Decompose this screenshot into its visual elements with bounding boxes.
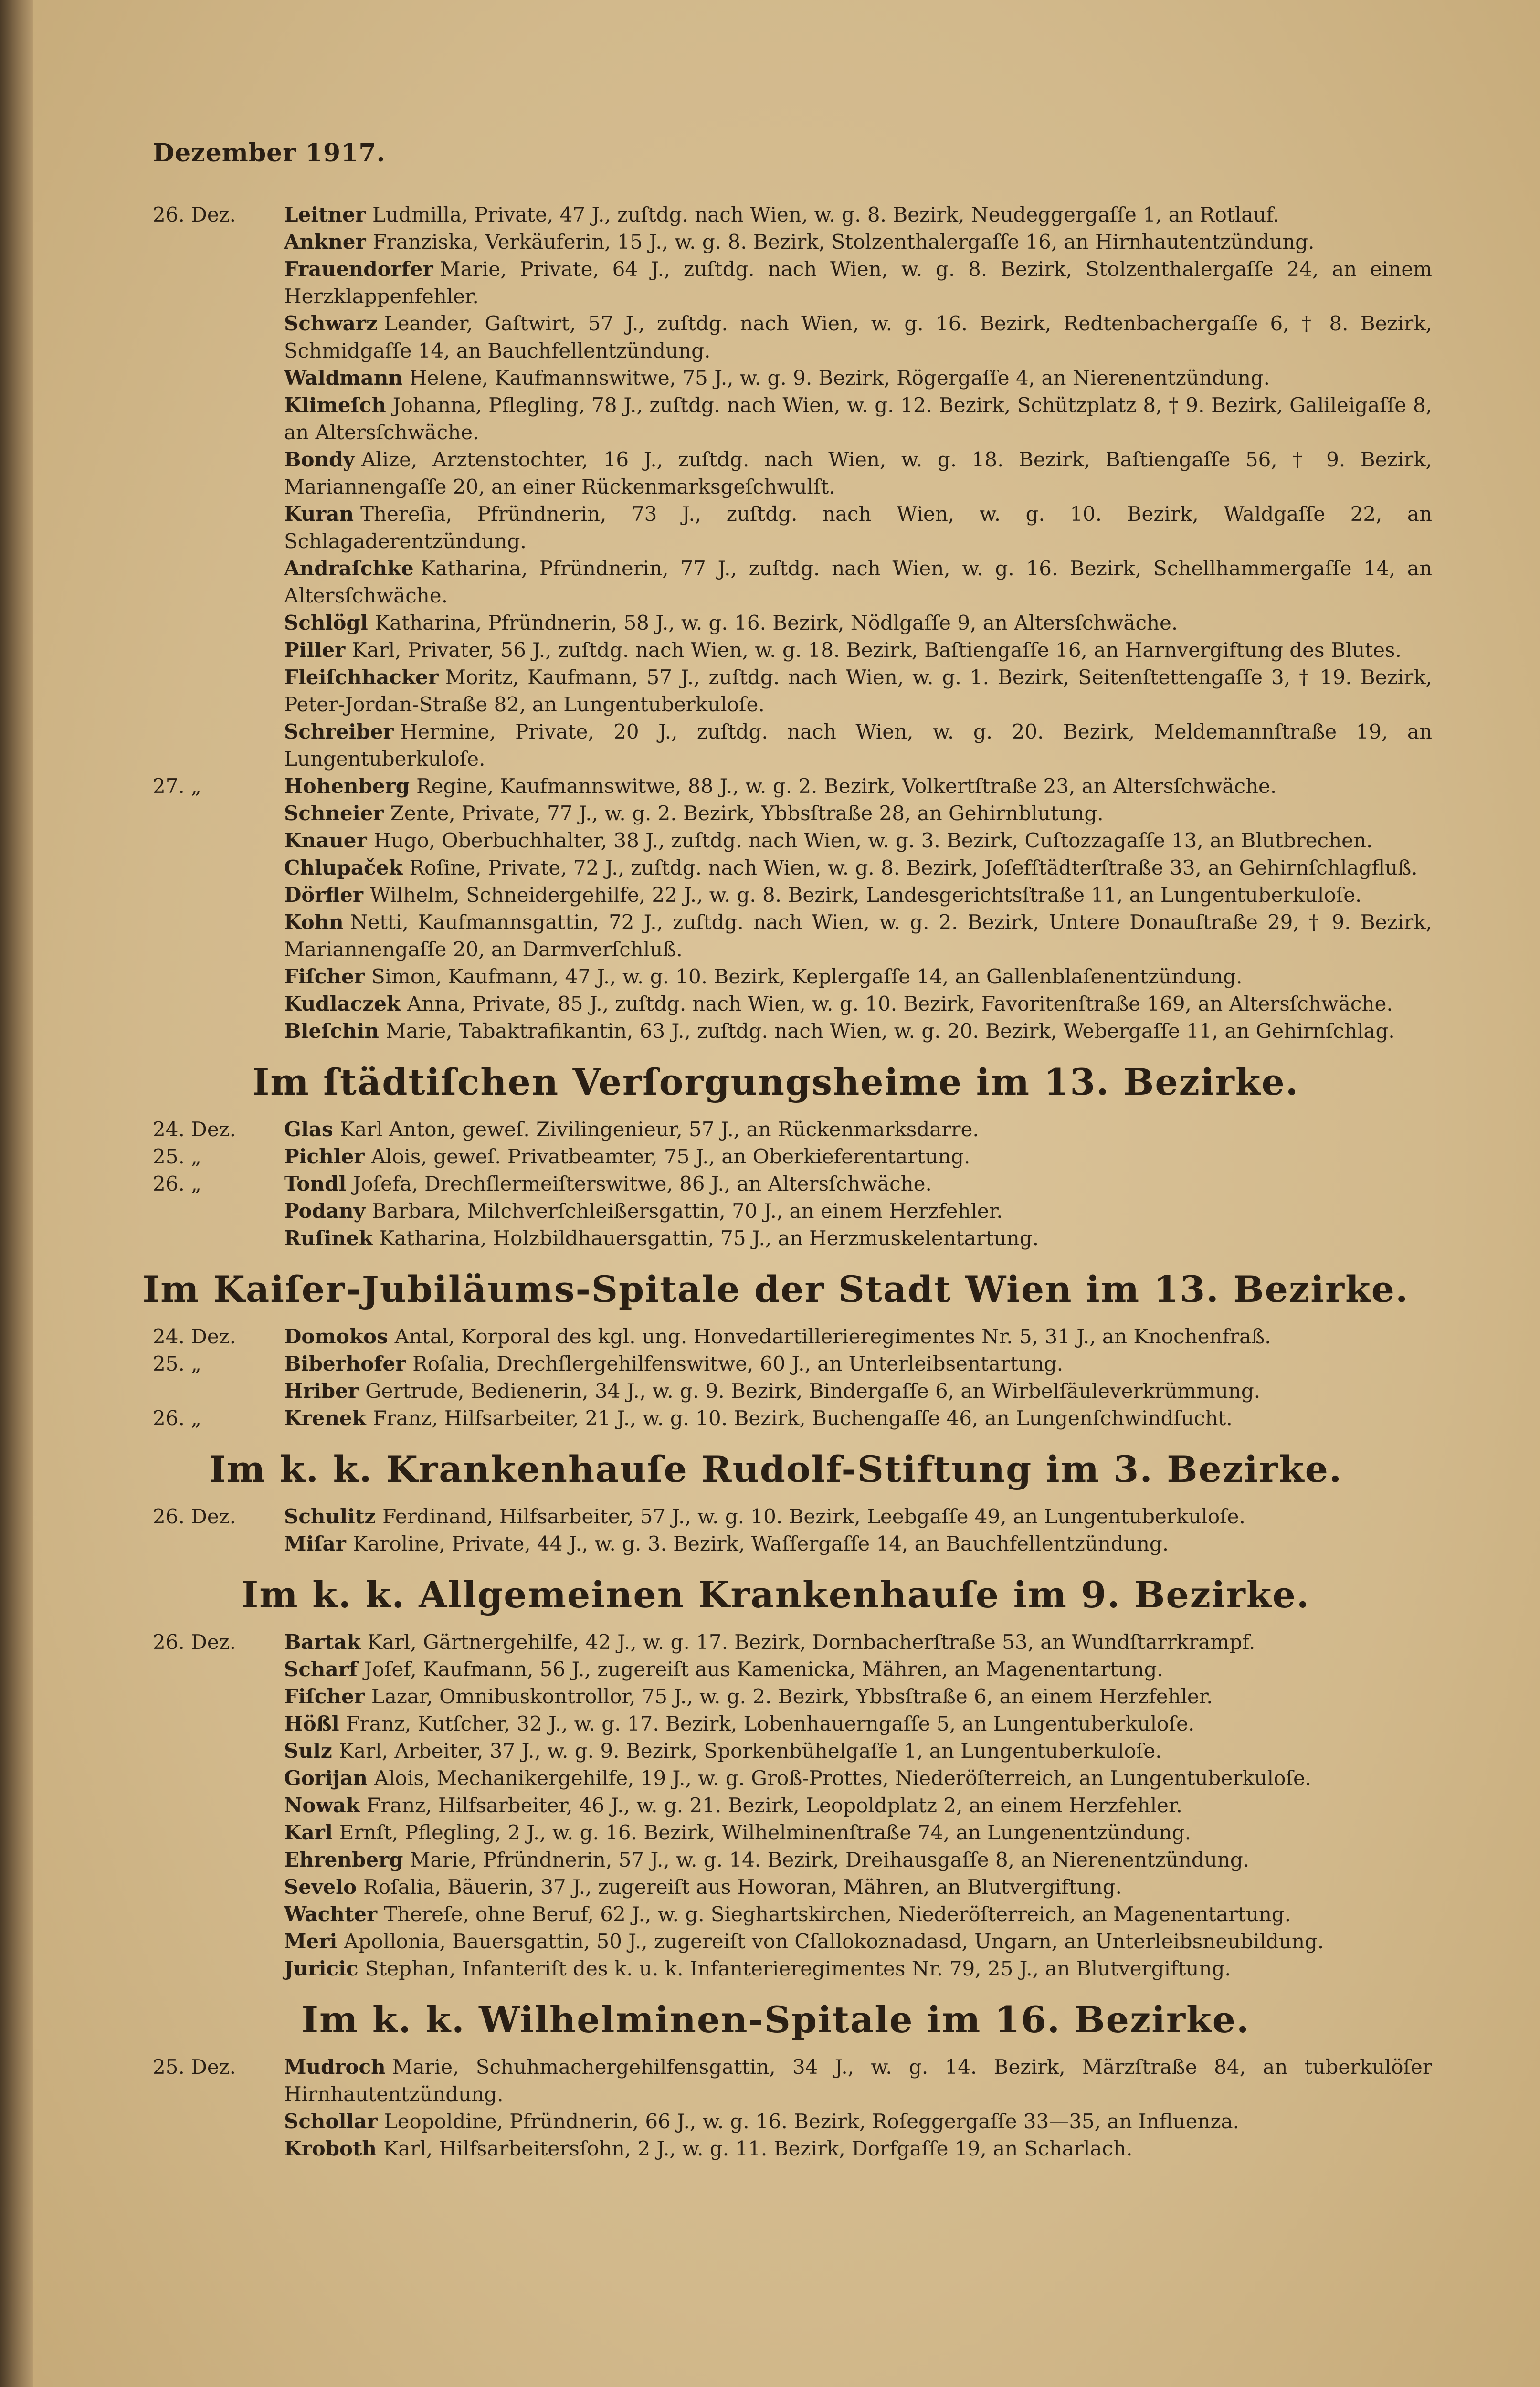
death-record-entry — [119, 255, 1432, 310]
entry-details: Karl, Arbeiter, 37 J., w. g. 9. Bezirk, Sporkenbühelgaſſe 1, an Lungentuberkuloſe. — [338, 1739, 1162, 1763]
death-record-entry — [119, 609, 1432, 636]
entry-details: Moritz, Kaufmann, 57 J., zuſtdg. nach Wien, w. g. 1. Bezirk, Seitenſtettengaſſe 3, † 19. Bezirk, Peter-Jordan-Straße 82, an Lungentuberkuloſe. — [284, 665, 1432, 716]
section — [119, 1998, 1432, 2162]
death-record-entry — [119, 1955, 1432, 1982]
death-record-entry — [119, 228, 1432, 255]
death-record-entry — [119, 500, 1432, 555]
entry-details: Leander, Gaſtwirt, 57 J., zuſtdg. nach Wien, w. g. 16. Bezirk, Redtenbachergaſſe 6, † 8. Bezirk, Schmidgaſſe 14, an Bauchfellentzündung. — [284, 312, 1432, 362]
death-record-entry — [119, 1764, 1432, 1792]
entry-date: 25. „ — [153, 1352, 201, 1375]
section — [119, 201, 1432, 1045]
entry-surname: Krenek — [284, 1406, 366, 1430]
death-record-entry — [119, 1901, 1432, 1928]
page-content — [119, 138, 1432, 2173]
entry-surname: Leitner — [284, 203, 366, 226]
entry-details: Barbara, Milchverſchleißersgattin, 70 J., an einem Herzfehler. — [372, 1199, 1003, 1223]
entry-details: Karl, Gärtnergehilfe, 42 J., w. g. 17. Bezirk, Dornbacherſtraße 53, an Wundſtarrkrampf. — [367, 1630, 1255, 1654]
entry-date: 26. Dez. — [153, 1630, 236, 1654]
entry-details: Ludmilla, Private, 47 J., zuſtdg. nach Wien, w. g. 8. Bezirk, Neudeggergaſſe 1, an Rotlauf. — [372, 203, 1279, 226]
entry-date: 24. Dez. — [153, 1325, 236, 1348]
entry-details: Lazar, Omnibuskontrollor, 75 J., w. g. 2. Bezirk, Ybbsſtraße 6, an einem Herzfehler. — [371, 1685, 1213, 1708]
entry-details: Thereſia, Pfründnerin, 73 J., zuſtdg. nach Wien, w. g. 10. Bezirk, Waldgaſſe 22, an Schlagaderentzündung. — [284, 502, 1432, 553]
entry-details: Roſine, Private, 72 J., zuſtdg. nach Wien, w. g. 8. Bezirk, Joſefſtädterſtraße 33, an Gehirnſchlagfluß. — [409, 856, 1418, 879]
entry-details: Katharina, Pfründnerin, 58 J., w. g. 16. Bezirk, Nödlgaſſe 9, an Altersſchwäche. — [374, 611, 1178, 634]
entry-details: Leopoldine, Pfründnerin, 66 J., w. g. 16. Bezirk, Roſeggergaſſe 33—35, an Influenza. — [384, 2110, 1240, 2133]
entry-surname: Podany — [284, 1199, 365, 1223]
entry-details: Marie, Pfründnerin, 57 J., w. g. 14. Bezirk, Dreihausgaſſe 8, an Nierenentzündung. — [410, 1848, 1250, 1871]
death-record-entry — [119, 1846, 1432, 1873]
entry-surname: Meri — [284, 1930, 338, 1953]
entry-details: Franziska, Verkäuferin, 15 J., w. g. 8. Bezirk, Stolzenthalergaſſe 16, an Hirnhautentzündung. — [372, 230, 1315, 253]
death-record-entry — [119, 1377, 1432, 1405]
death-record-entry — [119, 446, 1432, 500]
entry-surname: Bondy — [284, 448, 355, 471]
entry-surname: Ehrenberg — [284, 1848, 403, 1871]
entry-surname: Pichler — [284, 1145, 365, 1168]
entry-surname: Glas — [284, 1118, 333, 1141]
death-record-entry — [119, 636, 1432, 664]
entry-surname: Frauendorfer — [284, 257, 433, 281]
death-record-entry — [119, 664, 1432, 718]
document-page — [33, 0, 1540, 2387]
entry-surname: Kudlaczek — [284, 992, 401, 1015]
entry-surname: Ankner — [284, 230, 366, 253]
death-record-entry — [119, 827, 1432, 854]
death-record-entry — [119, 772, 1432, 800]
entry-details: Antal, Korporal des kgl. ung. Honvedartillerieregimentes Nr. 5, 31 J., an Knochenfraß. — [394, 1325, 1271, 1348]
entry-details: Apollonia, Bauersgattin, 50 J., zugereiſt von Cſallokoznadasd, Ungarn, an Unterleibsneubildung. — [344, 1930, 1324, 1953]
death-record-entry — [119, 908, 1432, 963]
entry-surname: Schulitz — [284, 1505, 376, 1528]
section-title: Im k. k. Krankenhauſe Rudolf-Stiftung im 3. Bezirke. — [209, 1448, 1343, 1490]
death-record-entry — [119, 854, 1432, 881]
entry-surname: Knauer — [284, 829, 367, 852]
entry-surname: Schlögl — [284, 611, 368, 634]
death-record-entry — [119, 1323, 1432, 1350]
entry-date: 26. „ — [153, 1406, 201, 1430]
entry-details: Marie, Tabaktrafikantin, 63 J., zuſtdg. nach Wien, w. g. 20. Bezirk, Webergaſſe 11, an Gehirnſchlag. — [385, 1019, 1395, 1043]
entry-surname: Scharf — [284, 1658, 358, 1681]
death-record-entry — [119, 1710, 1432, 1737]
entry-surname: Domokos — [284, 1325, 388, 1348]
death-record-entry — [119, 881, 1432, 908]
entry-surname: Piller — [284, 638, 346, 662]
entry-surname: Dörfler — [284, 883, 363, 907]
entry-details: Franz, Kutſcher, 32 J., w. g. 17. Bezirk, Lobenhauerngaſſe 5, an Lungentuberkuloſe. — [346, 1712, 1195, 1735]
entry-details: Alize, Arztenstochter, 16 J., zuſtdg. nach Wien, w. g. 18. Bezirk, Baſtiengaſſe 56, † 9. Bezirk, Mariannengaſſe 20, an einer Rückenmarksgeſchwulſt. — [284, 448, 1432, 498]
entry-surname: Hößl — [284, 1712, 339, 1735]
death-record-entry — [119, 1170, 1432, 1197]
section-title: Im Kaiſer-Jubiläums-Spitale der Stadt Wien im 13. Bezirke. — [142, 1268, 1409, 1310]
entry-surname: Fiſcher — [284, 1685, 365, 1708]
section-title: Im k. k. Wilhelminen-Spitale im 16. Bezirke. — [301, 1998, 1250, 2041]
death-record-entry — [119, 364, 1432, 391]
death-record-entry — [119, 1503, 1432, 1530]
death-record-entry — [119, 310, 1432, 364]
entry-surname: Waldmann — [284, 366, 403, 390]
entry-surname: Hriber — [284, 1379, 359, 1403]
death-record-entry — [119, 201, 1432, 228]
entry-details: Helene, Kaufmannswitwe, 75 J., w. g. 9. Bezirk, Rögergaſſe 4, an Nierenentzündung. — [409, 366, 1270, 390]
death-record-entry — [119, 1017, 1432, 1045]
entry-details: Alois, Mechanikergehilfe, 19 J., w. g. Groß-Prottes, Niederöſterreich, an Lungentuberkuloſe. — [374, 1766, 1312, 1790]
entry-surname: Wachter — [284, 1902, 378, 1926]
entry-details: Simon, Kaufmann, 47 J., w. g. 10. Bezirk, Keplergaſſe 14, an Gallenblaſenentzündung. — [371, 965, 1243, 988]
entry-details: Franz, Hilfsarbeiter, 21 J., w. g. 10. Bezirk, Buchengaſſe 46, an Lungenſchwindſucht. — [372, 1406, 1233, 1430]
entry-details: Thereſe, ohne Beruf, 62 J., w. g. Sieghartskirchen, Niederöſterreich, an Magenentartung. — [384, 1902, 1291, 1926]
entry-details: Roſalia, Bäuerin, 37 J., zugereiſt aus Howoran, Mähren, an Blutvergiftung. — [363, 1875, 1122, 1899]
entry-details: Zente, Private, 77 J., w. g. 2. Bezirk, Ybbsſtraße 28, an Gehirnblutung. — [390, 802, 1104, 825]
section-title: Im k. k. Allgemeinen Krankenhauſe im 9. Bezirke. — [241, 1574, 1310, 1616]
entry-details: Wilhelm, Schneidergehilfe, 22 J., w. g. 8. Bezirk, Landesgerichtsſtraße 11, an Lungentuberkuloſe. — [369, 883, 1362, 907]
death-record-entry — [119, 963, 1432, 990]
entry-surname: Schneier — [284, 802, 384, 825]
death-record-entry — [119, 1225, 1432, 1252]
death-record-entry — [119, 1928, 1432, 1955]
death-record-entry — [119, 1116, 1432, 1143]
entry-surname: Andraſchke — [284, 557, 414, 580]
entry-details: Katharina, Pfründnerin, 77 J., zuſtdg. nach Wien, w. g. 16. Bezirk, Schellhammergaſſe 14, an Altersſchwäche. — [284, 557, 1432, 607]
entry-details: Gertrude, Bedienerin, 34 J., w. g. 9. Bezirk, Bindergaſſe 6, an Wirbelſäuleverkrümmung. — [365, 1379, 1261, 1403]
entry-details: Ernſt, Pflegling, 2 J., w. g. 16. Bezirk, Wilhelminenſtraße 74, an Lungenentzündung. — [339, 1821, 1192, 1844]
entry-surname: Klimeſch — [284, 393, 386, 417]
entry-details: Stephan, Infanteriſt des k. u. k. Infanterieregimentes Nr. 79, 25 J., an Blutvergiftung. — [365, 1957, 1231, 1980]
entry-surname: Nowak — [284, 1794, 360, 1817]
death-record-entry — [119, 1405, 1432, 1432]
entry-details: Roſalia, Drechſlergehilfenswitwe, 60 J., an Unterleibsentartung. — [412, 1352, 1064, 1375]
death-record-entry — [119, 2135, 1432, 2162]
death-record-entry — [119, 1350, 1432, 1377]
death-record-entry — [119, 990, 1432, 1017]
entry-surname: Tondl — [284, 1172, 347, 1195]
entry-surname: Mudroch — [284, 2055, 386, 2079]
entry-surname: Chlupaček — [284, 856, 403, 879]
section — [119, 1574, 1432, 1982]
entry-date: 26. Dez. — [153, 1505, 236, 1528]
entry-details: Karl Anton, geweſ. Zivilingenieur, 57 J., an Rückenmarksdarre. — [339, 1118, 979, 1141]
death-record-entry — [119, 800, 1432, 827]
death-record-entry — [119, 1628, 1432, 1656]
entry-date: 24. Dez. — [153, 1118, 236, 1141]
death-record-entry — [119, 1197, 1432, 1225]
entry-surname: Schreiber — [284, 720, 394, 743]
entry-date: 26. „ — [153, 1172, 201, 1195]
entry-details: Katharina, Holzbildhauersgattin, 75 J., an Herzmuskelentartung. — [379, 1226, 1039, 1250]
entry-surname: Sulz — [284, 1739, 332, 1763]
entry-details: Netti, Kaufmannsgattin, 72 J., zuſtdg. nach Wien, w. g. 2. Bezirk, Untere Donauſtraße 29, † 9. Bezirk, Mariannengaſſe 20, an Darmverſchluß. — [284, 910, 1432, 961]
death-record-entry — [119, 1683, 1432, 1710]
entry-surname: Juricic — [284, 1957, 359, 1980]
death-record-entry — [119, 391, 1432, 446]
section — [119, 1268, 1432, 1432]
section — [119, 1448, 1432, 1557]
entry-surname: Bartak — [284, 1630, 361, 1654]
entry-date: 25. Dez. — [153, 2055, 236, 2079]
entry-details: Marie, Schuhmachergehilfensgattin, 34 J., w. g. 14. Bezirk, Märzſtraße 84, an tuberkulöſer Hirnhautentzündung. — [284, 2055, 1432, 2106]
entry-surname: Kroboth — [284, 2137, 377, 2160]
entry-details: Joſef, Kaufmann, 56 J., zugereiſt aus Kamenicka, Mähren, an Magenentartung. — [364, 1658, 1163, 1681]
death-record-entry — [119, 1819, 1432, 1846]
entry-surname: Fleiſchhacker — [284, 665, 439, 689]
entry-details: Alois, geweſ. Privatbeamter, 75 J., an Oberkieferentartung. — [371, 1145, 970, 1168]
entry-details: Hugo, Oberbuchhalter, 38 J., zuſtdg. nach Wien, w. g. 3. Bezirk, Cuſtozzagaſſe 13, an Blutbrechen. — [373, 829, 1373, 852]
entry-surname: Schollar — [284, 2110, 378, 2133]
entry-details: Joſefa, Drechſlermeiſterswitwe, 86 J., an Altersſchwäche. — [353, 1172, 932, 1195]
section-title: Im ſtädtiſchen Verſorgungsheime im 13. Bezirke. — [252, 1061, 1299, 1103]
section — [119, 1061, 1432, 1252]
entry-details: Hermine, Private, 20 J., zuſtdg. nach Wien, w. g. 20. Bezirk, Meldemannſtraße 19, an Lungentuberkuloſe. — [284, 720, 1432, 771]
entry-surname: Fiſcher — [284, 965, 365, 988]
death-record-entry — [119, 555, 1432, 609]
sections-container — [119, 201, 1432, 2162]
entry-details: Anna, Private, 85 J., zuſtdg. nach Wien, w. g. 10. Bezirk, Favoritenſtraße 169, an Altersſchwäche. — [407, 992, 1393, 1015]
entry-details: Johanna, Pflegling, 78 J., zuſtdg. nach Wien, w. g. 12. Bezirk, Schützplatz 8, † 9. Bezirk, Galileigaſſe 8, an Altersſchwäche. — [284, 393, 1432, 444]
entry-date: 25. „ — [153, 1145, 201, 1168]
page-header: Dezember 1917. — [153, 138, 386, 168]
book-binding-edge — [0, 0, 33, 2387]
entry-surname: Ruſinek — [284, 1226, 373, 1250]
entry-surname: Hohenberg — [284, 774, 410, 798]
death-record-entry — [119, 2053, 1432, 2108]
entry-surname: Kuran — [284, 502, 354, 526]
entry-surname: Schwarz — [284, 312, 378, 335]
entry-date: 27. „ — [153, 774, 201, 798]
death-record-entry — [119, 1143, 1432, 1170]
entry-details: Karl, Privater, 56 J., zuſtdg. nach Wien, w. g. 18. Bezirk, Baſtiengaſſe 16, an Harnvergiftung des Blutes. — [352, 638, 1402, 662]
entry-details: Ferdinand, Hilfsarbeiter, 57 J., w. g. 10. Bezirk, Leebgaſſe 49, an Lungentuberkuloſe. — [382, 1505, 1245, 1528]
death-record-entry — [119, 1737, 1432, 1764]
death-record-entry — [119, 2108, 1432, 2135]
death-record-entry — [119, 1656, 1432, 1683]
entry-surname: Biberhofer — [284, 1352, 406, 1375]
entry-surname: Gorijan — [284, 1766, 368, 1790]
entry-details: Karoline, Private, 44 J., w. g. 3. Bezirk, Waſſergaſſe 14, an Bauchfellentzündung. — [352, 1532, 1169, 1555]
death-record-entry — [119, 1792, 1432, 1819]
death-record-entry — [119, 718, 1432, 772]
entry-details: Franz, Hilfsarbeiter, 46 J., w. g. 21. Bezirk, Leopoldplatz 2, an einem Herzfehler. — [366, 1794, 1182, 1817]
entry-surname: Sevelo — [284, 1875, 357, 1899]
entry-surname: Karl — [284, 1821, 333, 1844]
death-record-entry — [119, 1873, 1432, 1901]
entry-details: Regine, Kaufmannswitwe, 88 J., w. g. 2. Bezirk, Volkertſtraße 23, an Altersſchwäche. — [416, 774, 1277, 798]
entry-details: Marie, Private, 64 J., zuſtdg. nach Wien, w. g. 8. Bezirk, Stolzenthalergaſſe 24, an einem Herzklappenfehler. — [284, 257, 1432, 308]
entry-details: Karl, Hilfsarbeitersſohn, 2 J., w. g. 11. Bezirk, Dorfgaſſe 19, an Scharlach. — [383, 2137, 1133, 2160]
death-record-entry — [119, 1530, 1432, 1557]
entry-surname: Kohn — [284, 910, 344, 934]
entry-surname: Bleſchin — [284, 1019, 379, 1043]
entry-date: 26. Dez. — [153, 203, 236, 226]
entry-surname: Miſar — [284, 1532, 346, 1555]
